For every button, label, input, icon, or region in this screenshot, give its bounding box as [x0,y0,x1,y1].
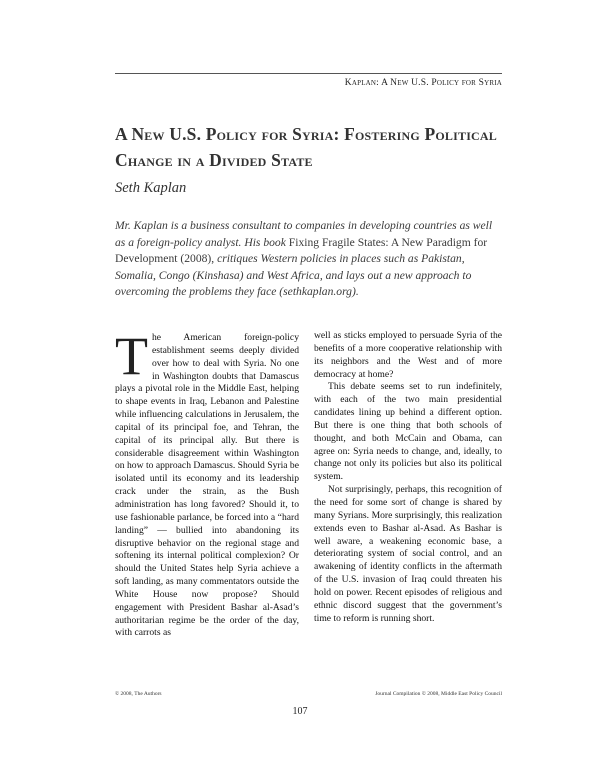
body-paragraph: This debate seems set to run indefinitely, with each of the two main presidential candidates lining up behind a different option. But there is one thing that both schools of thought, and both McCain and Obama, can agree on: Syria needs to change, and, ideally, to change not only its policies but also its political system. [314,381,502,483]
abstract-book-year: (2008), [177,252,218,265]
article-abstract [115,218,505,301]
body-column-left [115,326,299,640]
header-rule [115,73,502,74]
drop-cap: T [115,326,148,386]
abstract-text-2: critiques Western policies in places such as Pakistan, Somalia, Congo (Kinshasa) and West Africa, and lays out a new approach to overcoming the problems they face (sethkaplan.org). [115,252,472,298]
body-paragraph-text: he American foreign-policy establishment seems deeply divided over how to deal with Syria. No one in Washington doubts that Damascus plays a pivotal role in the Middle East, helping to shape events in Iraq, Lebanon and Palestine while influencing calculations in Jerusalem, the capital of its principal foe, and Tehran, the capital of its principal ally. But there is considerable disagreement within Washington on how to approach Damascus. Should Syria be isolated until its economy and its leadership crack under the strain, as the Bush administration has long favored? Should it, to use fashionable parlance, be forced into a “hard landing” — bullied into abandoning its disruptive behavior on the regional stage and softening its internal political complexion? Or should the United States help Syria achieve a soft landing, as many commentators outside the White House now propose? Should engagement with President Bashar al-Asad’s authoritarian regime be the order of the day, with carrots as [115,332,299,639]
body-paragraph: well as sticks employed to persuade Syria of the benefits of a more cooperative relationship with its neighbors and the West and of more democracy at home? [314,330,502,380]
abstract-book-title: Fixing Fragile States: A New Paradigm for Development [115,235,488,265]
article-author: Seth Kaplan [115,180,187,196]
body-paragraph: Not surprisingly, perhaps, this recognition of the need for some sort of change is shared by many Syrians. More surprisingly, this realization extends even to Bashar al-Asad. As Bashar is well aware, a weakening economic base, a deteriorating system of social control, and an awakening of identity conflicts in the aftermath of the U.S. invasion of Iraq could threaten his hold on power. Recent episodes of religious and ethnic discord suggest that the government’s time to reform is running short. [314,484,502,624]
footer-journal-compilation: Journal Compilation © 2008, Middle East Policy Council [375,691,502,697]
body-paragraph [115,326,299,640]
body-column-right [314,330,502,625]
abstract-text-1: Mr. Kaplan is a business consultant to companies in developing countries as well as a foreign-policy analyst. His book [115,219,493,249]
page-number: 107 [292,706,308,717]
article-title: A New U.S. Policy for Syria: Fostering Political Change in a Divided State [115,124,497,170]
footer-copyright: © 2008, The Authors [115,691,162,697]
running-head: Kaplan: A New U.S. Policy for Syria [344,78,502,88]
